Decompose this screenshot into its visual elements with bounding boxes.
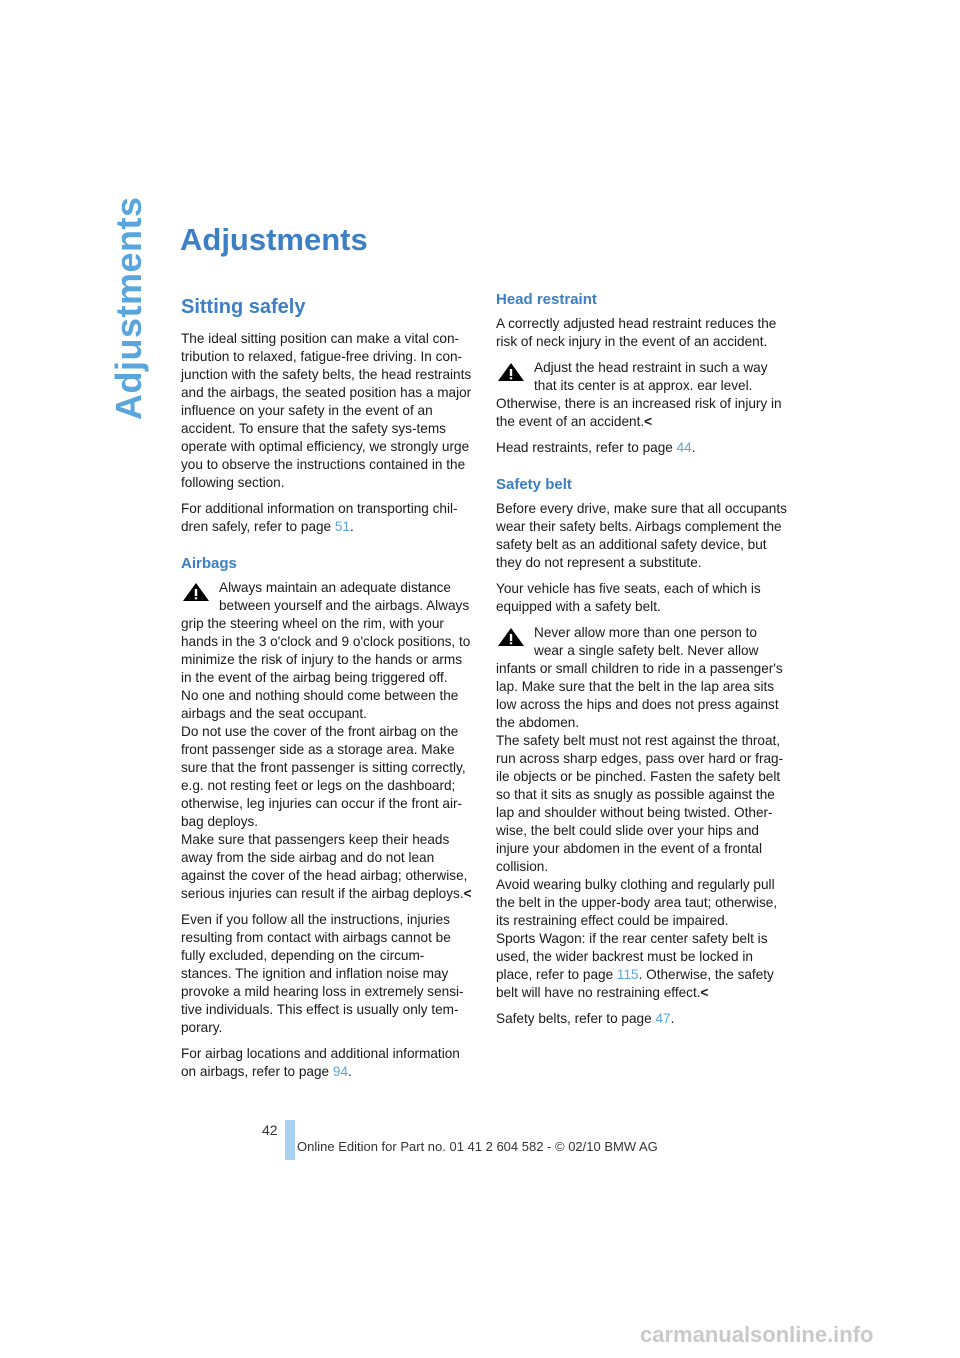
warning-triangle-icon [181, 581, 211, 603]
airbag-injuries-paragraph: Even if you follow all the instructions, injuries resulting from contact with airbags cannot be fully excluded, depending on the circum-stances. The ignition and inflation noise may provoke a mild hearing loss in extremely sensi-tive individuals. This effect is usually only tem-porary. [181, 912, 464, 1035]
airbags-warning-lead: Always maintain an adequate distance between yourself and the airbags. Always [219, 580, 470, 613]
airbags-warning-block [181, 579, 473, 903]
safety-belt-warning-text-1: infants or small children to ride in a passenger's lap. Make sure that the belt in the lap area sits low across the hips and does not press against the abdomen. [496, 661, 783, 730]
section-title-sitting-safely: Sitting safely [181, 296, 306, 318]
warning-triangle-icon [496, 361, 526, 383]
head-restraint-warning-rest-wrap [496, 395, 788, 431]
safety-belt-warning-text-2: The safety belt must not rest against the throat, run across sharp edges, pass over hard or frag-ile objects or be pinched. Fasten the safety belt so that it sits as snugly as possible against the lap and shoulder without being twisted. Other-wise, the belt could slide over your hips and injure your abdomen in the event of a frontal collision. [496, 733, 784, 874]
safety-belt-warning-block [496, 624, 788, 1002]
airbags-warning-text-4: Make sure that passengers keep their heads away from the side airbag and do not lean against the cover of the head airbag; otherwise, serious injuries can result if the airbag deploys. [181, 832, 468, 901]
side-chapter-tab [98, 196, 158, 440]
head-restraint-intro: A correctly adjusted head restraint reduces the risk of neck injury in the event of an accident. [496, 316, 777, 349]
children-reference-text: For additional information on transporting chil-dren safely, refer to page [181, 501, 458, 534]
airbags-warning-text-2: No one and nothing should come between the airbags and the seat occupant. [181, 688, 459, 721]
left-column [181, 290, 473, 1089]
safety-belt-warning-lead: Never allow more than one person to wear a single safety belt. Never allow [534, 625, 759, 658]
safety-belt-warning-text-4a: Sports Wagon: if the rear center safety belt is used, the wider backrest must be locked in place, refer to page [496, 931, 768, 982]
safety-belt-warning-text-4 [496, 930, 788, 1002]
airbag-locations-paragraph: For airbag locations and additional information on airbags, refer to page 94. [181, 1046, 460, 1079]
page-link-51[interactable]: 51 [334, 519, 351, 534]
safety-belt-reference-text: Safety belts, refer to page [496, 1011, 656, 1026]
warning-triangle-icon [496, 626, 526, 648]
side-chapter-label: Adjustments [108, 196, 149, 420]
right-column [496, 290, 788, 1036]
head-restraint-warning-rest: Otherwise, there is an increased risk of injury in the event of an accident. [496, 396, 782, 429]
safety-belt-warning-text-4b: . Otherwise, the safety belt will have no restraining effect. [496, 967, 774, 1000]
footer-edition-text: Online Edition for Part no. 01 41 2 604 582 - © 02/10 BMW AG [297, 1139, 658, 1154]
end-mark: < [700, 985, 709, 1000]
page-link-44[interactable]: 44 [676, 440, 692, 455]
safety-belt-reference: Safety belts, refer to page 47. [496, 1011, 675, 1026]
airbags-warning-text-1: grip the steering wheel on the rim, with your hands in the 3 o'clock and 9 o'clock positions, to minimize the risk of injury to the hands or arms in the event of the airbag being triggered off. [181, 616, 471, 685]
subsection-title-airbags: Airbags [181, 555, 237, 572]
airbag-locations-text: For airbag locations and additional information on airbags, refer to page [181, 1046, 460, 1079]
footer-accent-bar [285, 1120, 295, 1160]
watermark: carmanualsonline.info [640, 1322, 874, 1347]
end-mark: < [463, 886, 472, 901]
end-mark: < [644, 414, 653, 429]
children-reference-paragraph: For additional information on transporting chil-dren safely, refer to page 51. [181, 501, 458, 534]
subsection-title-safety-belt: Safety belt [496, 476, 572, 493]
safety-belt-intro: Before every drive, make sure that all occupants wear their safety belts. Airbags complement the safety belt as an additional safety device, but they do not represent a substitute. [496, 501, 787, 570]
subsection-title-head-restraint: Head restraint [496, 291, 597, 308]
sitting-intro-paragraph: The ideal sitting position can make a vital con-tribution to relaxed, fatigue-free driving. In con-junction with the safety belts, the head restraints and the airbags, the seated position has a major influence on your safety in the event of an accident. To ensure that the safety sys-tems operate with optimal efficiency, we strongly urge you to observe the instructions contained in the following section. [181, 331, 472, 490]
airbags-warning-text-3: Do not use the cover of the front airbag on the front passenger side as a storage area. Make sure that the front passenger is sitting correctly, e.g. not resting feet or legs on the dashboard; otherwise, leg injuries can occur if the front air-bag deploys. [181, 724, 466, 829]
head-restraint-warning-lead: Adjust the head restraint in such a way that its center is at approx. ear level. [534, 360, 768, 393]
page-number: 42 [262, 1122, 278, 1138]
airbags-warning-text-4-wrap [181, 831, 473, 903]
page-link-115[interactable]: 115 [616, 967, 639, 982]
page-link-47[interactable]: 47 [655, 1011, 671, 1026]
head-restraint-reference: Head restraints, refer to page 44. [496, 440, 696, 455]
chapter-title: Adjustments [180, 222, 368, 257]
head-restraint-reference-text: Head restraints, refer to page [496, 440, 677, 455]
page-link-94[interactable]: 94 [332, 1064, 349, 1079]
head-restraint-warning-block [496, 359, 788, 431]
safety-belt-seats: Your vehicle has five seats, each of which is equipped with a safety belt. [496, 581, 761, 614]
safety-belt-warning-text-3: Avoid wearing bulky clothing and regularly pull the belt in the upper-body area taut; otherwise, its restraining effect could be impaired. [496, 877, 778, 928]
